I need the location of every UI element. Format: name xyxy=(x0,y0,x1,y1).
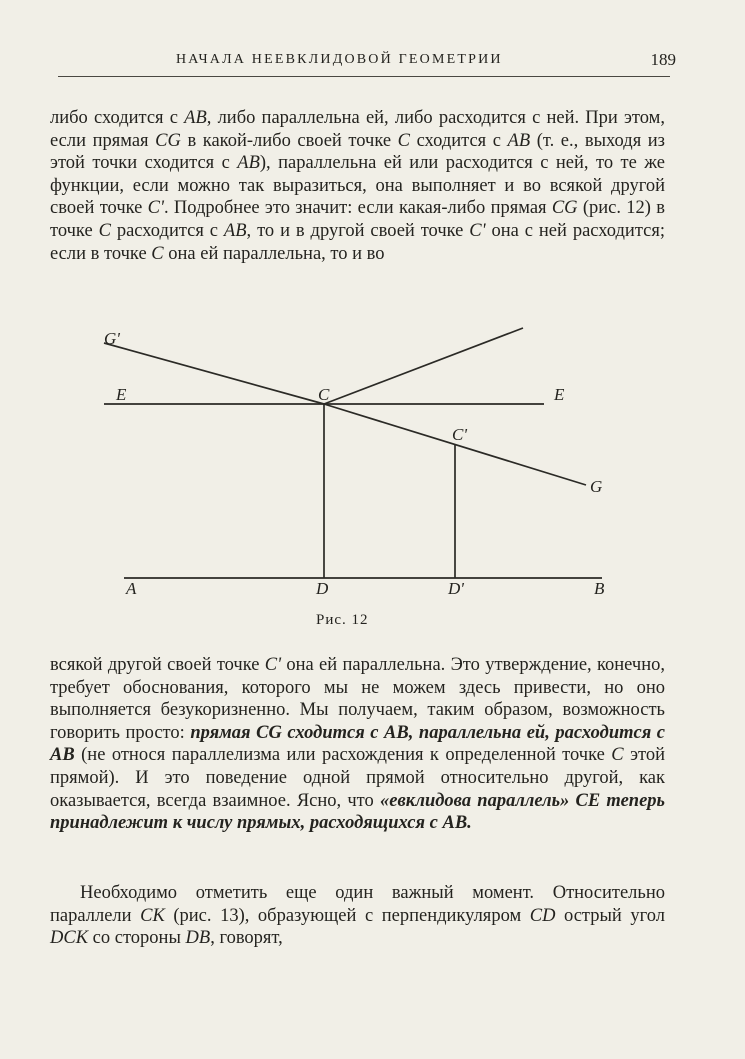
text-run: (т. е., выходя из этой точки сходится с xyxy=(50,130,665,174)
math-run: DCK xyxy=(50,928,89,949)
text-run: этой прямой). И это поведение одной прямой относительно другой, как оказывается, всегда взаимное. Ясно, что xyxy=(50,745,665,811)
figure-12-diagram xyxy=(96,318,636,608)
text-run: в какой-либо своей точке xyxy=(180,130,398,151)
math-run: DB xyxy=(185,928,211,949)
math-run: AB xyxy=(184,108,207,128)
page-header xyxy=(58,50,676,78)
text-run: она ей параллельна. Это утверждение, конечно, требует обоснования, которого мы не можем здесь привести, но оно выполняется безукоризненно. Мы получаем, таким образом, возможность говорить просто: xyxy=(50,655,665,743)
math-run: C' xyxy=(469,220,486,241)
text-run: (не относя параллелизма или расхождения к определенной точке xyxy=(74,745,612,766)
math-run: C xyxy=(151,243,164,264)
text-run: , либо параллельна ей, либо расходится с ней. При этом, если прямая xyxy=(50,108,665,151)
math-run: CG xyxy=(551,198,578,219)
line-G-prime-C xyxy=(104,343,324,404)
header-rule xyxy=(58,76,670,77)
math-run: CD xyxy=(529,905,556,926)
paragraph-2 xyxy=(50,654,665,835)
page-number: 189 xyxy=(650,50,676,69)
math-run: CG xyxy=(155,130,181,151)
label-D-prime: D' xyxy=(448,579,464,598)
text-run: сходится с xyxy=(410,130,508,151)
line-CG-prime-right xyxy=(324,328,523,404)
paragraph-3 xyxy=(50,882,665,950)
label-G: G xyxy=(590,477,603,496)
math-run: CK xyxy=(140,905,165,926)
label-G-prime: G' xyxy=(104,329,120,348)
math-run: AB xyxy=(237,153,260,174)
text-run: всякой другой своей точке xyxy=(50,655,265,675)
label-C: C xyxy=(318,385,330,404)
running-title: НАЧАЛА НЕЕВКЛИДОВОЙ ГЕОМЕТРИИ xyxy=(176,52,503,67)
text-run: . Подробнее это значит: если какая-либо прямая xyxy=(163,198,552,219)
math-run: C xyxy=(611,745,624,766)
text-run: острый угол xyxy=(555,905,665,926)
math-run: AB xyxy=(223,220,247,241)
text-run: Необходимо отметить еще один важный момент. Относительно параллели xyxy=(50,883,665,926)
paragraph-1 xyxy=(50,107,665,265)
text-run: она с ней расходится; если в точке xyxy=(50,220,666,264)
figure-caption: Рис. 12 xyxy=(316,612,369,628)
text-run: она ей параллельна, то и во xyxy=(163,243,385,264)
label-D: D xyxy=(316,579,329,598)
label-E-left: E xyxy=(116,385,127,404)
text-run: , говорят, xyxy=(210,928,283,949)
text-run: (рис. 12) в точке xyxy=(50,198,665,241)
text-run: (рис. 13), образующей с перпендикуляром xyxy=(164,905,530,926)
emphasis-run: прямая CG сходится с AB, параллельна ей, расходится с AB xyxy=(50,722,665,766)
label-B: B xyxy=(594,579,605,598)
emphasis-run: «евклидова параллель» CE теперь принадлежит к числу прямых, расходящихся с AB. xyxy=(50,790,665,834)
figure-12 xyxy=(96,318,636,608)
label-E-right: E xyxy=(554,385,565,404)
math-run: C xyxy=(397,130,410,151)
text-run: расходится с xyxy=(110,220,224,241)
hidden-guide-2 xyxy=(104,404,324,486)
label-A: A xyxy=(126,579,137,598)
text-run: со стороны xyxy=(88,928,186,949)
math-run: C' xyxy=(264,655,282,675)
math-run: C xyxy=(98,220,111,241)
math-run: C' xyxy=(147,198,164,219)
text-run: либо сходится с xyxy=(50,108,185,128)
text-run: ), параллельна ей или расходится с ней, то те же функции, если можно так выразиться, она выполняет и во всякой другой своей точке xyxy=(50,153,665,219)
label-C-prime: C' xyxy=(452,425,467,444)
math-run: AB xyxy=(507,130,531,151)
text-run: , то и в другой своей точке xyxy=(246,220,470,241)
